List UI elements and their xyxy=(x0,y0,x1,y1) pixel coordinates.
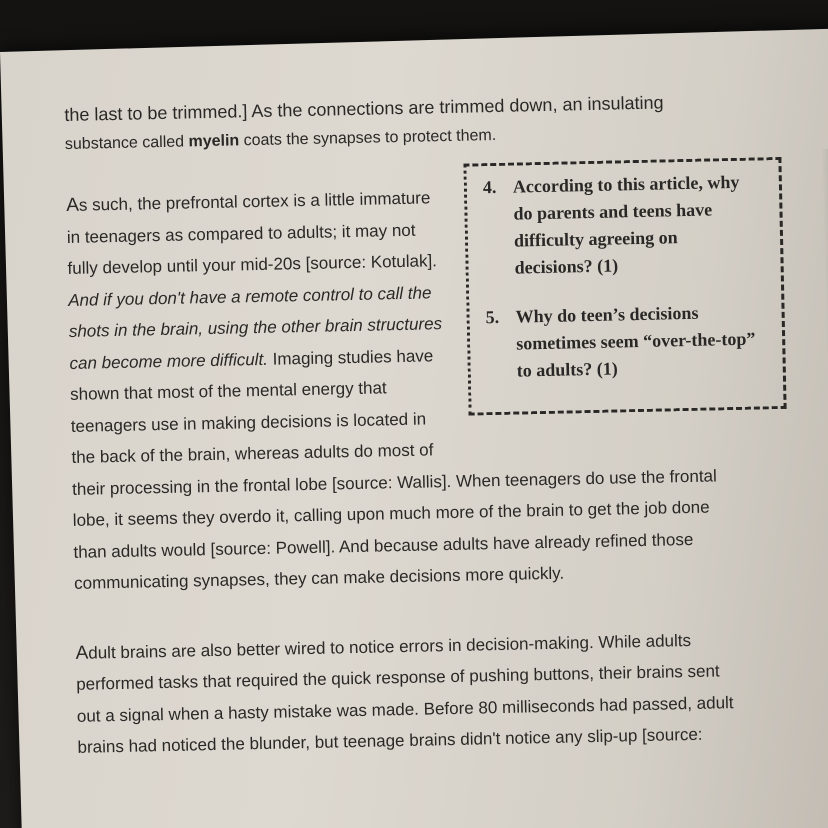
para1-line-6-rest: Imaging studies have xyxy=(267,345,434,369)
para1-line-2: in teenagers as compared to adults; it may not xyxy=(66,220,416,247)
para2-initial: A xyxy=(75,642,89,664)
paragraph-adult-brains xyxy=(75,622,797,763)
article-content xyxy=(64,85,798,763)
para2-line-1-text: dult brains are also better wired to notice errors in decision-making. While adults xyxy=(88,630,692,663)
paper-edge-shadow xyxy=(821,148,828,749)
para1-line-11: lobe, it seems they overdo it, calling upon much more of the brain to get the job done xyxy=(72,497,710,530)
paragraph-prefrontal xyxy=(65,171,794,599)
para1-line-1-text: s such, the prefrontal cortex is a little immature xyxy=(78,188,431,215)
para1-line-6-italic: can become more difficult. xyxy=(69,349,269,373)
para1-line-3: fully develop until your mid-20s [source: Kotulak]. xyxy=(67,251,438,278)
question-4-text: According to this article, why do parents and teens have difficulty agreeing on decisions? (1) xyxy=(512,171,740,278)
question-4 xyxy=(483,169,755,283)
para1-line-10: their processing in the frontal lobe [source: Wallis]. When teenagers do use the frontal xyxy=(71,465,717,499)
para2-line-4: brains had noticed the blunder, but teenage brains didn't notice any slip-up [source: xyxy=(77,724,703,757)
para1-line-4-text: And if you don't have a remote control to call the xyxy=(67,282,432,310)
question-5 xyxy=(485,299,757,386)
para1-line-7: shown that most of the mental energy that xyxy=(69,378,387,404)
question-5-text: Why do teen’s decisions sometimes seem “over-the-top” to adults? (1) xyxy=(515,302,756,381)
question-5-number: 5. xyxy=(485,306,500,328)
myelin-term: myelin xyxy=(188,132,240,151)
intro-line-1-text: the last to be trimmed.] As the connections are trimmed down, an insulating xyxy=(64,92,664,125)
para2-line-3: out a signal when a hasty mistake was made. Before 80 milliseconds had passed, adult xyxy=(76,692,734,726)
para1-line-9: the back of the brain, whereas adults do most of xyxy=(71,440,434,467)
para2-line-2: performed tasks that required the quick response of pushing buttons, their brains sent xyxy=(76,661,720,694)
para1-line-8: teenagers use in making decisions is located in xyxy=(70,408,427,436)
question-4-number: 4. xyxy=(482,176,497,198)
para1-initial: A xyxy=(65,194,80,216)
intro-line-2-text-b: coats the synapses to protect them. xyxy=(239,126,497,150)
questions-box xyxy=(463,157,786,416)
para1-line-12: than adults would [source: Powell]. And because adults have already refined those xyxy=(73,529,694,562)
intro-line-2-text-a: substance called xyxy=(64,133,189,153)
para1-line-5-text: shots in the brain, using the other brain structures xyxy=(68,314,443,341)
para1-line-13: communicating synapses, they can make decisions more quickly. xyxy=(73,563,565,593)
